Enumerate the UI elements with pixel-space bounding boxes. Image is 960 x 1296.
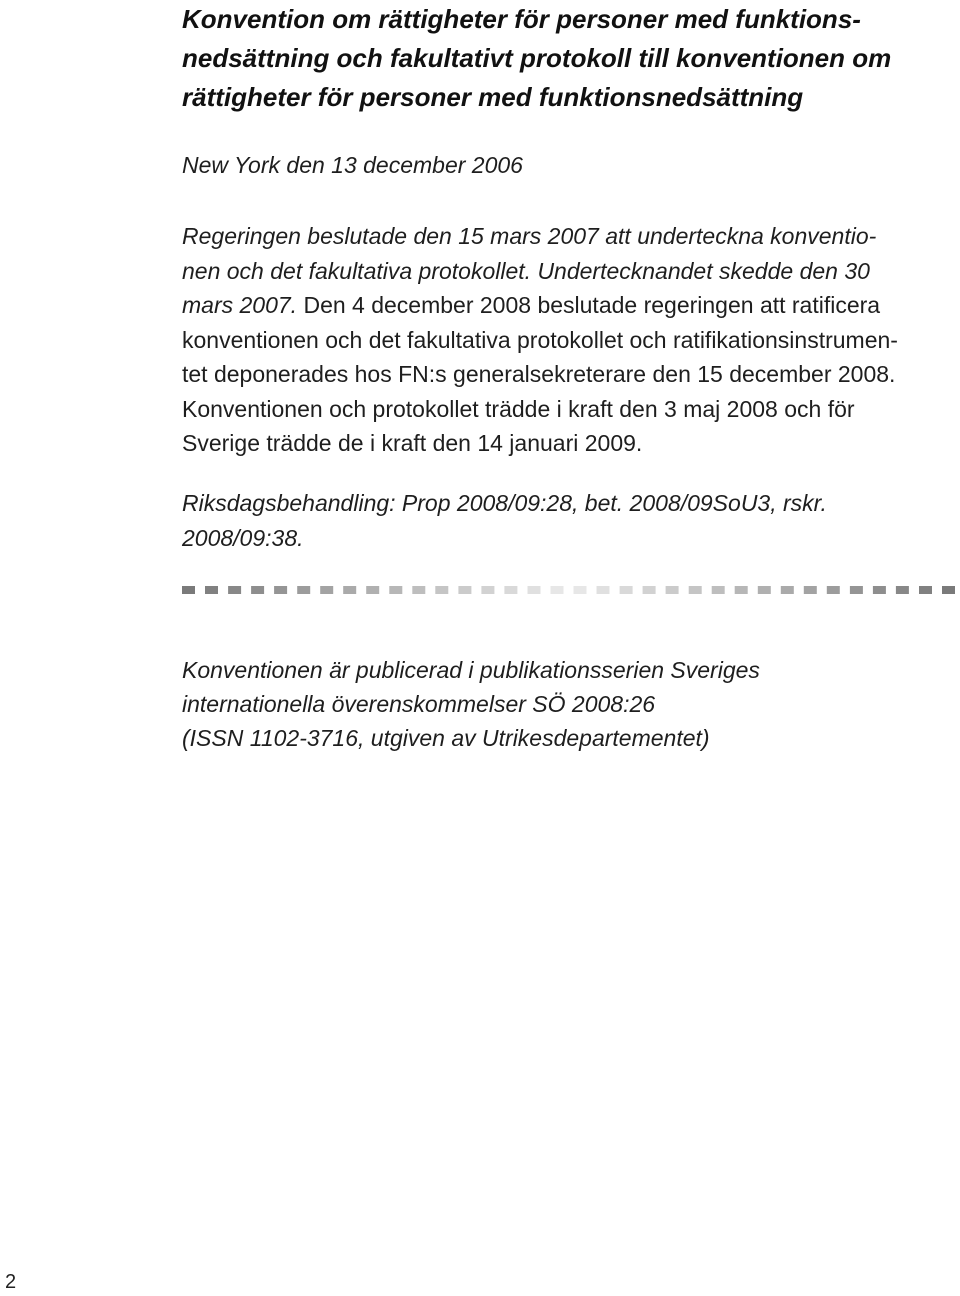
- title-line: rättigheter för personer med funktionsnedsättning: [182, 82, 804, 112]
- signing-line: Regeringen beslutade den 15 mars 2007 att underteckna konventio-: [182, 223, 877, 249]
- divider-square: [274, 586, 287, 594]
- ratification-line: tet deponerades hos FN:s generalsekreterare den 15 december 2008.: [182, 361, 896, 387]
- divider-square: [781, 586, 794, 594]
- divider-square: [412, 586, 425, 594]
- divider-square: [873, 586, 886, 594]
- divider-square: [919, 586, 932, 594]
- ratification-line-start: Den 4 december 2008 beslutade regeringen att ratificera: [303, 292, 881, 318]
- divider-square: [643, 586, 656, 594]
- divider-square: [666, 586, 679, 594]
- publication-line: (ISSN 1102-3716, utgiven av Utrikesdepartementet): [182, 725, 710, 751]
- divider-square: [320, 586, 333, 594]
- divider-square: [896, 586, 909, 594]
- divider-square: [205, 586, 218, 594]
- divider-square: [827, 586, 840, 594]
- parliament-handling: [182, 486, 827, 556]
- parliament-line: Riksdagsbehandling: Prop 2008/09:28, bet. 2008/09SoU3, rskr.: [182, 490, 827, 516]
- divider-square: [942, 586, 955, 594]
- divider-square: [481, 586, 494, 594]
- divider-square: [735, 586, 748, 594]
- publication-line: internationella överenskommelser SÖ 2008:26: [182, 691, 656, 717]
- divider-square: [620, 586, 633, 594]
- mixed-history-line: [182, 288, 880, 323]
- page-number: 2: [5, 1271, 17, 1293]
- signing-line: nen och det fakultativa protokollet. Undertecknandet skedde den 30: [182, 257, 870, 284]
- divider-square: [504, 586, 517, 594]
- publication-note: [182, 653, 760, 755]
- place-date-text: New York den 13 december 2006: [182, 152, 523, 178]
- divider-square: [528, 586, 541, 594]
- divider-square: [574, 586, 587, 594]
- divider-square: [597, 586, 610, 594]
- divider-square: [389, 586, 402, 594]
- divider-square: [251, 586, 264, 594]
- divider-square: [850, 586, 863, 594]
- divider-square: [689, 586, 702, 594]
- ratification-line: konventionen och det fakultativa protokollet och ratifikationsinstrumen-: [182, 326, 898, 353]
- entry-into-force-line: Konventionen och protokollet trädde i kraft den 3 maj 2008 och för: [182, 395, 855, 422]
- divider-square: [712, 586, 725, 594]
- parliament-line: 2008/09:38.: [182, 525, 304, 551]
- title-line: Konvention om rättigheter för personer med funktions-: [182, 4, 861, 34]
- divider-square: [182, 586, 195, 594]
- divider-square: [458, 586, 471, 594]
- divider-square: [758, 586, 771, 594]
- dotted-divider: [182, 585, 955, 595]
- place-date: [182, 150, 523, 180]
- divider-square: [435, 586, 448, 594]
- title-line: nedsättning och fakultativt protokoll till konventionen om: [182, 43, 892, 73]
- divider-square: [551, 586, 564, 594]
- divider-square: [297, 586, 310, 594]
- signing-line-end: mars 2007.: [182, 292, 298, 318]
- divider-square: [804, 586, 817, 594]
- treaty-history: [182, 219, 898, 461]
- divider-square: [366, 586, 379, 594]
- publication-line: Konventionen är publicerad i publikationsserien Sveriges: [182, 657, 760, 683]
- document-title: [182, 0, 891, 117]
- entry-into-force-line: Sverige trädde de i kraft den 14 januari 2009.: [182, 430, 643, 456]
- divider-square: [228, 586, 241, 594]
- divider-square: [343, 586, 356, 594]
